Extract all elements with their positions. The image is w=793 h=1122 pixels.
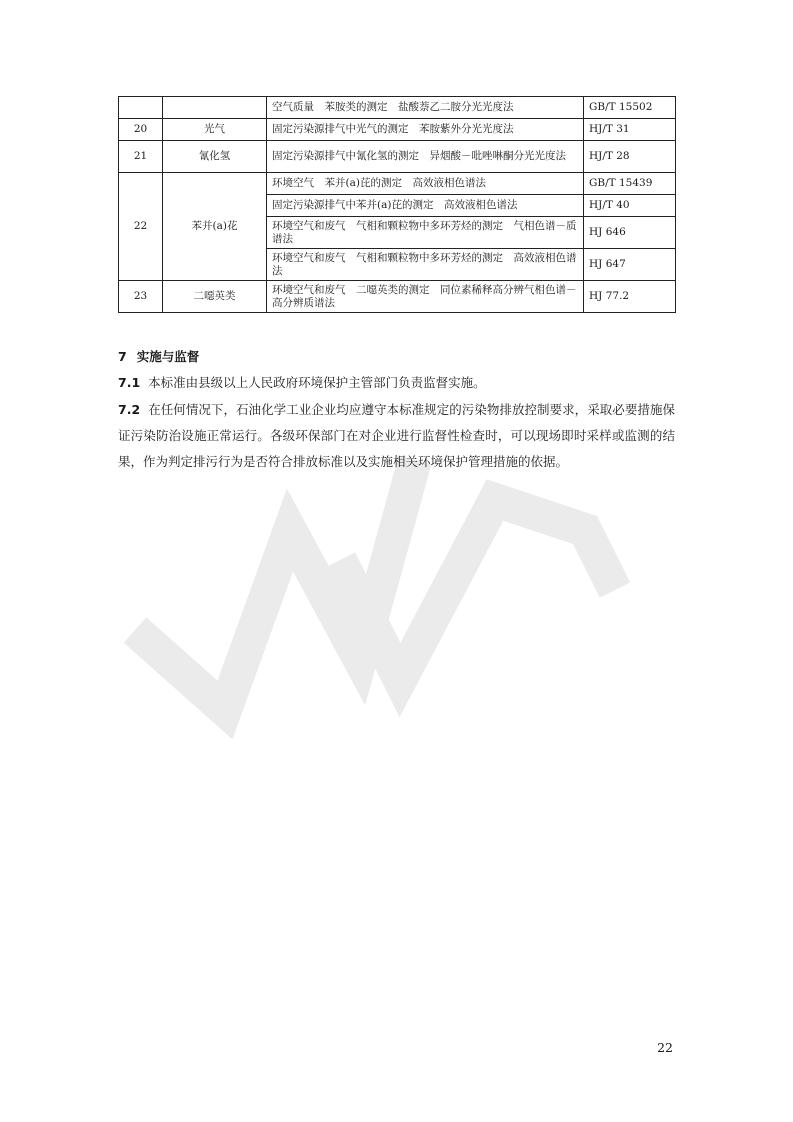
method-text: 固定污染源排气中光气的测定 苯胺紫外分光光度法 xyxy=(267,119,584,141)
standard-code: HJ 646 xyxy=(584,217,676,249)
table-row xyxy=(119,281,676,313)
pollutant-item: 光气 xyxy=(163,119,267,141)
table-row xyxy=(119,141,676,173)
method-text: 固定污染源排气中苯并(a)芘的测定 高效液相色谱法 xyxy=(267,195,584,217)
pollutant-item: 二噁英类 xyxy=(163,281,267,313)
standards-table xyxy=(118,96,676,313)
standard-code: GB/T 15502 xyxy=(584,97,676,119)
standard-code: GB/T 15439 xyxy=(584,173,676,195)
row-number xyxy=(119,97,163,119)
standard-code: HJ 77.2 xyxy=(584,281,676,313)
standard-code: HJ/T 28 xyxy=(584,141,676,173)
clause-text: 在任何情况下，石油化学工业企业均应遵守本标准规定的污染物排放控制要求，采取必要措施保证污染防治设施正常运行。各级环保部门在对企业进行监督性检查时，可以现场即时采样或监测的结果，作为判定排污行为是否符合排放标准以及实施相关环境保护管理措施的依据。 xyxy=(118,402,675,469)
row-number: 23 xyxy=(119,281,163,313)
table-row xyxy=(119,173,676,195)
standard-code: HJ/T 40 xyxy=(584,195,676,217)
pollutant-item: 苯并(a)花 xyxy=(163,173,267,281)
row-number: 22 xyxy=(119,173,163,281)
method-text: 环境空气和废气 二噁英类的测定 同位素稀释高分辨气相色谱－高分辨质谱法 xyxy=(267,281,584,313)
pollutant-item: 氰化氢 xyxy=(163,141,267,173)
row-number: 20 xyxy=(119,119,163,141)
clause-7-1 xyxy=(118,370,675,396)
pollutant-item xyxy=(163,97,267,119)
section-title-text: 实施与监督 xyxy=(136,349,200,364)
page-number: 22 xyxy=(657,1040,673,1055)
wps-watermark xyxy=(115,440,635,740)
clause-number: 7.2 xyxy=(118,402,141,417)
method-text: 环境空气和废气 气相和颗粒物中多环芳烃的测定 高效液相色谱法 xyxy=(267,249,584,281)
method-text: 环境空气 苯并(a)芘的测定 高效液相色谱法 xyxy=(267,173,584,195)
standard-code: HJ/T 31 xyxy=(584,119,676,141)
method-text: 空气质量 苯胺类的测定 盐酸萘乙二胺分光光度法 xyxy=(267,97,584,119)
row-number: 21 xyxy=(119,141,163,173)
table-row xyxy=(119,97,676,119)
table-row xyxy=(119,119,676,141)
section-number: 7 xyxy=(118,349,127,364)
standard-code: HJ 647 xyxy=(584,249,676,281)
clause-text: 本标准由县级以上人民政府环境保护主管部门负责监督实施。 xyxy=(148,375,486,390)
clause-7-2 xyxy=(118,397,675,475)
method-text: 固定污染源排气中氰化氢的测定 异烟酸－吡唑啉酮分光光度法 xyxy=(267,141,584,173)
clause-number: 7.1 xyxy=(118,375,141,390)
section-heading xyxy=(118,347,199,365)
method-text: 环境空气和废气 气相和颗粒物中多环芳烃的测定 气相色谱－质谱法 xyxy=(267,217,584,249)
